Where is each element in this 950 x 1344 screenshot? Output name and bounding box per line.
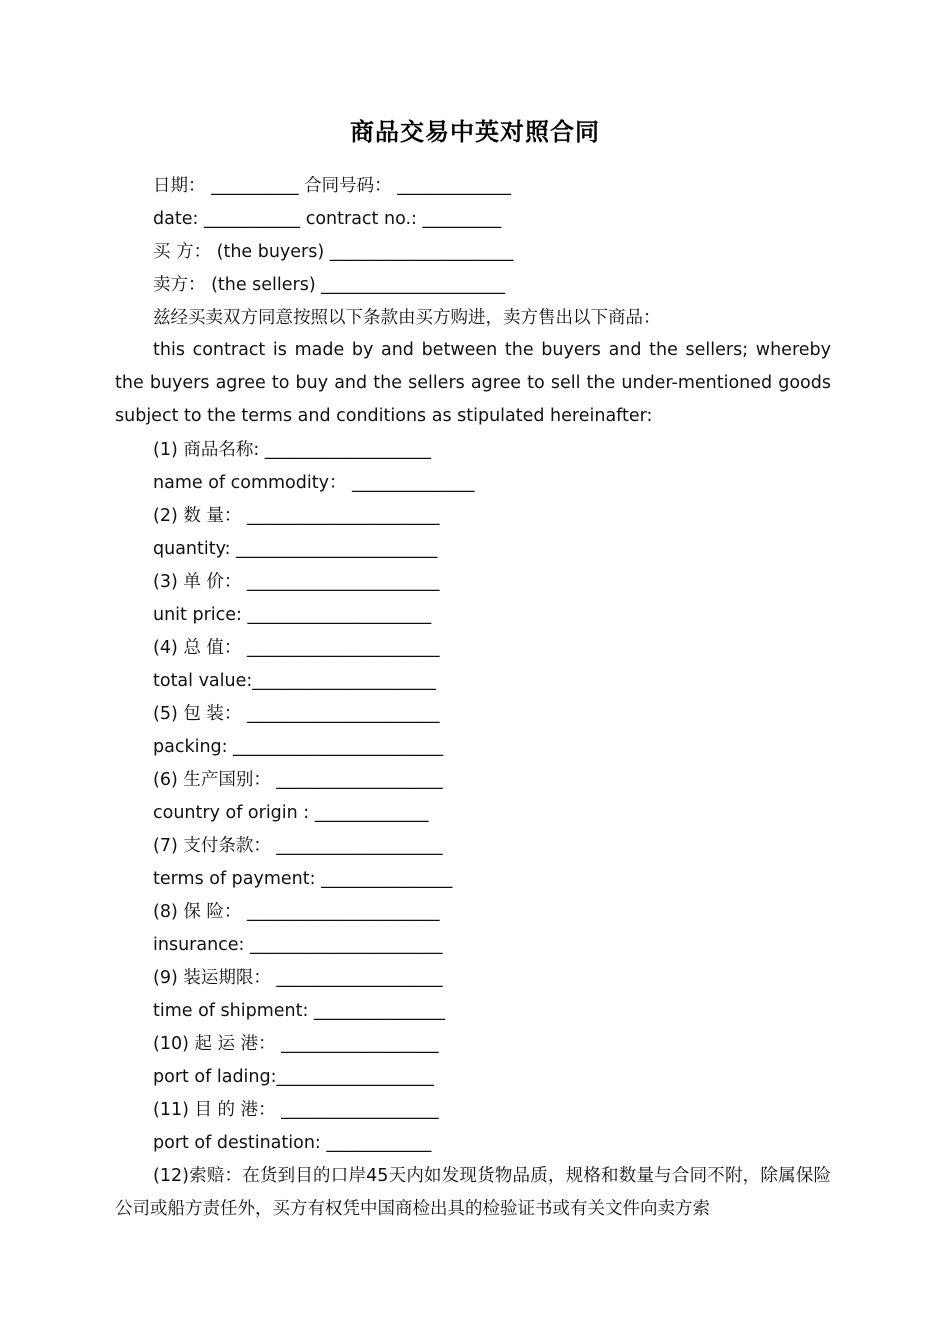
clause-port-lading-cn: (10) 起 运 港： __________________: [153, 1034, 439, 1054]
clause-packing-cn: (5) 包 装： ______________________: [153, 704, 440, 724]
clause-unit-price-cn: (3) 单 价： ______________________: [153, 572, 440, 592]
clause-quantity-en: quantity: _______________________: [153, 539, 438, 559]
clause-insurance-cn: (8) 保 险： ______________________: [153, 902, 440, 922]
clause-packing-en: packing: ________________________: [153, 737, 444, 757]
clause-shipment-en: time of shipment: _______________: [153, 1001, 446, 1021]
clause-payment-cn: (7) 支付条款： ___________________: [153, 836, 443, 856]
buyers-line: 买 方： (the buyers) _____________________: [153, 242, 514, 262]
agreement-statement: 兹经买卖双方同意按照以下条款由买方购进，卖方售出以下商品：: [153, 308, 661, 328]
clause-total-value-cn: (4) 总 值： ______________________: [153, 638, 440, 658]
sellers-line: 卖方： (the sellers) _____________________: [153, 275, 505, 295]
clause-unit-price-en: unit price: _____________________: [153, 605, 432, 625]
clause-quantity-cn: (2) 数 量： ______________________: [153, 506, 440, 526]
clause-shipment-cn: (9) 装运期限： ___________________: [153, 968, 443, 988]
clause-origin-cn: (6) 生产国别： ___________________: [153, 770, 443, 790]
clause-commodity-cn: (1) 商品名称: ___________________: [153, 440, 432, 460]
clause-port-destination-en: port of destination: ____________: [153, 1133, 432, 1153]
intro-paragraph: this contract is made by and between the buyers and the sellers; whereby the buyers agree to buy and the sellers agree to sell the under-mentioned goods subject to the terms and conditions as stipulated hereinafter:: [115, 340, 831, 426]
date-contract-no-line: 日期： __________ 合同号码： _____________: [153, 176, 511, 196]
clause-port-lading-en: port of lading:__________________: [153, 1067, 435, 1087]
clause-insurance-en: insurance: ______________________: [153, 935, 443, 955]
clause-total-value-en: total value:_____________________: [153, 671, 437, 691]
clause-origin-en: country of origin : _____________: [153, 803, 429, 823]
clause-port-destination-cn: (11) 目 的 港： __________________: [153, 1100, 439, 1120]
clause-payment-en: terms of payment: _______________: [153, 869, 453, 889]
clause-commodity-en: name of commodity： ______________: [153, 473, 475, 493]
claims-paragraph: (12)索赔：在货到目的口岸45天内如发现货物品质，规格和数量与合同不附，除属保险公司或船方责任外，买方有权凭中国商检出具的检验证书或有关文件向卖方索: [115, 1166, 831, 1219]
document-title: 商品交易中英对照合同: [350, 118, 600, 146]
date-contract-no-line-en: date: ___________ contract no.: _________: [153, 209, 502, 229]
